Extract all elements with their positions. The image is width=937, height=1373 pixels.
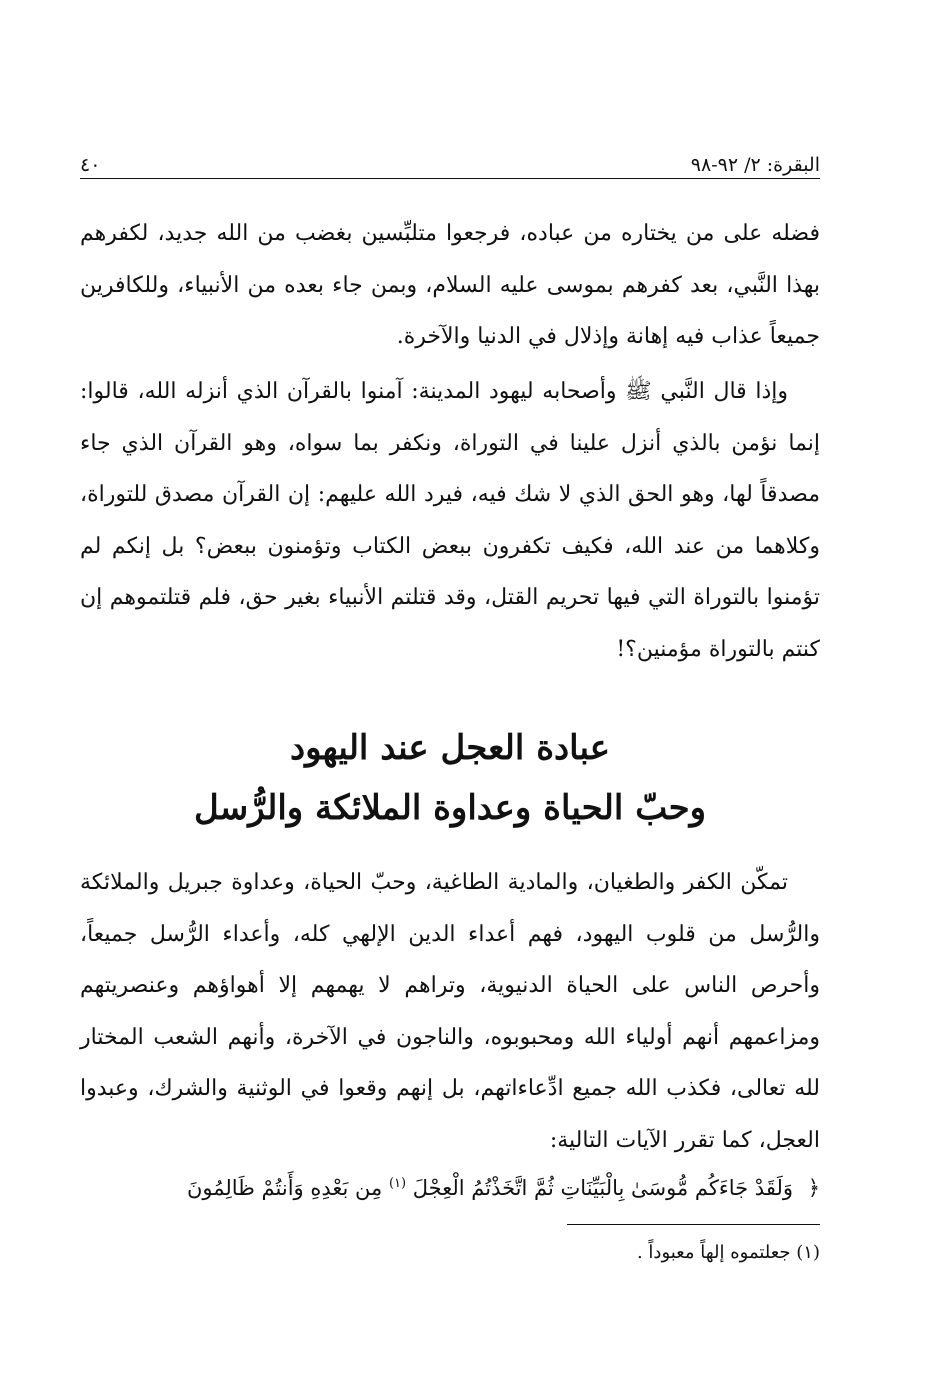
section-title-line-1: عبادة العجل عند اليهود xyxy=(289,728,611,768)
footnote-marker: (١) xyxy=(388,1176,407,1191)
page-number: ٤٠ xyxy=(80,154,101,176)
footnote-rule xyxy=(567,1224,820,1225)
quran-verse xyxy=(80,1162,820,1210)
section-title-line-2: وحبّ الحياة وعداوة الملائكة والرُّسل xyxy=(193,788,707,828)
verse-text-part-1: وَلَقَدْ جَاءَكُم مُّوسَىٰ بِالْبَيِّنَاتِ ثُمَّ اتَّخَذْتُمُ الْعِجْلَ xyxy=(412,1176,793,1200)
paragraph-continuation: فضله على من يختاره من عباده، فرجعوا متلبِّسين بغضب من الله جديد، لكفرهم بهذا النَّبي، بعد كفرهم بموسى عليه السلام، وبمن جاء بعده من الأنبياء، وللكافرين جميعاً عذاب فيه إهانة وإذلال في الدنيا والآخرة. xyxy=(80,221,820,349)
header-rule xyxy=(80,178,820,179)
paragraph-prophet-quote: وإذا قال النَّبي ﷺ وأصحابه ليهود المدينة: آمنوا بالقرآن الذي أنزله الله، قالوا: إنما نؤمن بالذي أنزل علينا في التوراة، ونكفر بما سواه، وهو القرآن الذي جاء مصدقاً لها، وهو الحق الذي لا شك فيه، فيرد الله عليهم: إن القرآن مصدق للتوراة، وكلاهما من عند الله، فكيف تكفرون ببعض الكتاب وتؤمنون ببعض؟ بل إنكم لم تؤمنوا بالتوراة التي فيها تحريم القتل، وقد قتلتم الأنبياء بغير حق، فلم قتلتموهم إن كنتم بالتوراة مؤمنين؟! xyxy=(80,379,820,662)
footnote: (١) جعلتموه إلهاً معبوداً . xyxy=(636,1242,820,1263)
verse-text-part-2: مِن بَعْدِهِ وَأَنتُمْ ظَالِمُونَ xyxy=(186,1176,383,1200)
running-header xyxy=(80,142,820,176)
verse-open-bracket-icon: ﴿ xyxy=(807,1176,820,1200)
chapter-reference: البقرة: ٢/ ٩٢-٩٨ xyxy=(690,154,820,176)
section-body-paragraph: تمكّن الكفر والطغيان، والمادية الطاغية، وحبّ الحياة، وعداوة جبريل والملائكة والرُّسل من قلوب اليهود، فهم أعداء الدين الإلهي كله، وأعداء الرُّسل جميعاً، وأحرص الناس على الحياة الدنيوية، وتراهم لا يهمهم إلا أهواؤهم وعنصريتهم ومزاعمهم أنهم أولياء الله ومحبوبوه، والناجون في الآخرة، وأنهم الشعب المختار لله تعالى، فكذب الله جميع ادِّعاءاتهم، بل إنهم وقعوا في الوثنية والشرك، وعبدوا العجل، كما تقرر الآيات التالية: xyxy=(80,870,820,1153)
